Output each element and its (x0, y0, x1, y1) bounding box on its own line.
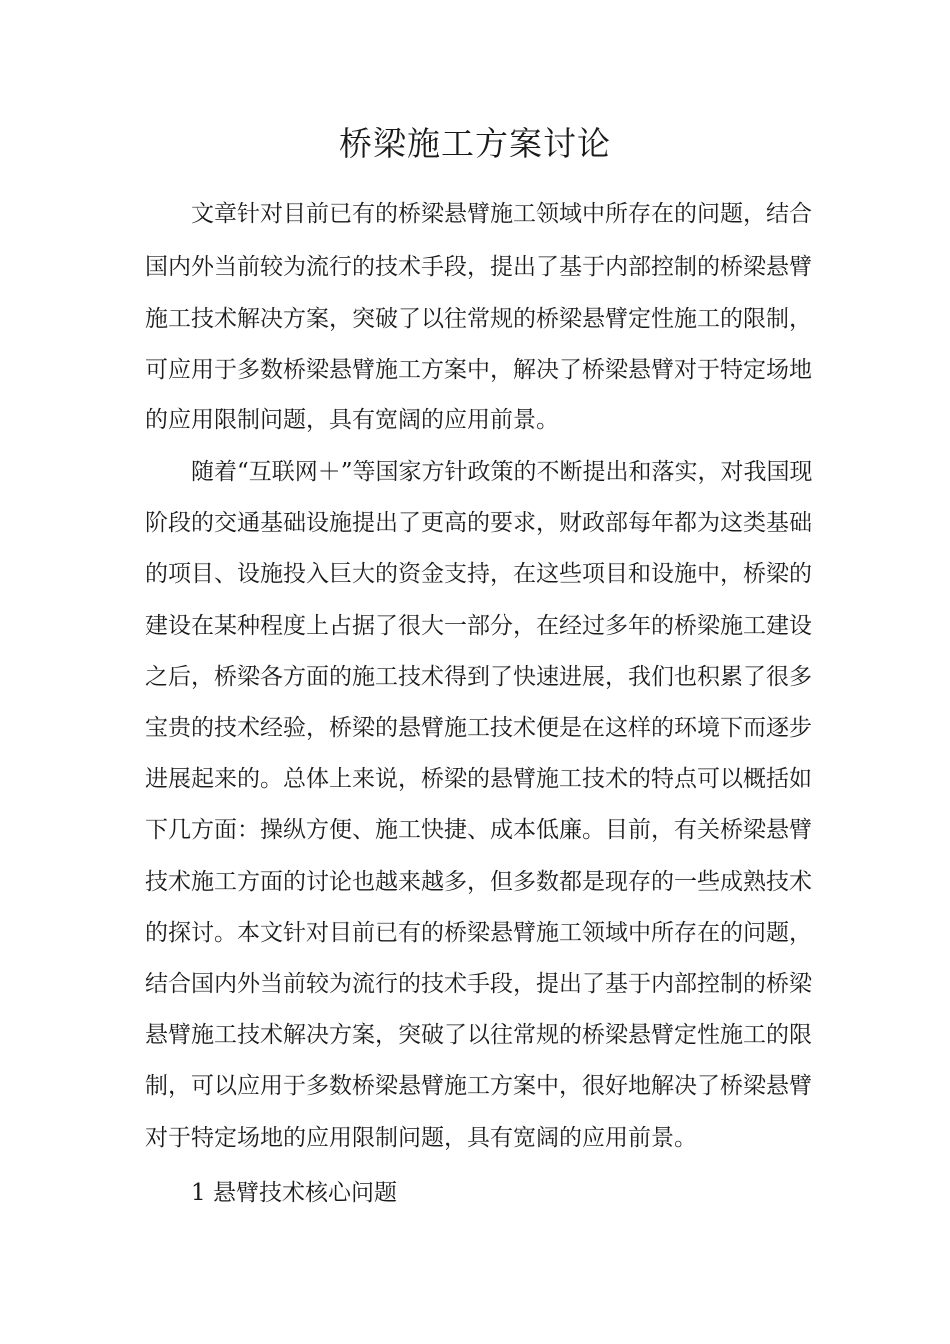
paragraph-1-line: 的应用限制问题，具有宽阔的应用前景。 (145, 407, 559, 433)
paragraph-2-line: 之后，桥梁各方面的施工技术得到了快速进展，我们也积累了很多 (145, 664, 812, 690)
paragraph-1-line: 文章针对目前已有的桥梁悬臂施工领域中所存在的问题，结合 (191, 201, 812, 227)
section-heading: 1 悬臂技术核心问题 (191, 1180, 397, 1206)
paragraph-2-line: 技术施工方面的讨论也越来越多，但多数都是现存的一些成熟技术 (145, 869, 812, 895)
paragraph-2-line: 随着“互联网＋”等国家方针政策的不断提出和落实，对我国现 (191, 459, 813, 485)
paragraph-2-line: 的探讨。本文针对目前已有的桥梁悬臂施工领域中所存在的问题， (145, 920, 812, 946)
paragraph-1-line: 可应用于多数桥梁悬臂施工方案中，解决了桥梁悬臂对于特定场地 (145, 357, 812, 383)
paragraph-2-line: 悬臂施工技术解决方案，突破了以往常规的桥梁悬臂定性施工的限 (145, 1022, 812, 1048)
paragraph-2-line: 结合国内外当前较为流行的技术手段，提出了基于内部控制的桥梁 (145, 971, 812, 997)
paragraph-2-line: 对于特定场地的应用限制问题，具有宽阔的应用前景。 (145, 1125, 697, 1151)
paragraph-2-line: 阶段的交通基础设施提出了更高的要求，财政部每年都为这类基础 (145, 510, 812, 536)
paragraph-2-line: 制，可以应用于多数桥梁悬臂施工方案中，很好地解决了桥梁悬臂 (145, 1073, 812, 1099)
paragraph-1-line: 施工技术解决方案，突破了以往常规的桥梁悬臂定性施工的限制， (145, 306, 812, 332)
paragraph-2-line: 进展起来的。总体上来说，桥梁的悬臂施工技术的特点可以概括如 (145, 766, 812, 792)
document-title: 桥梁施工方案讨论 (339, 124, 611, 163)
paragraph-2-line: 宝贵的技术经验，桥梁的悬臂施工技术便是在这样的环境下而逐步 (145, 715, 812, 741)
paragraph-2-line: 下几方面：操纵方便、施工快捷、成本低廉。目前，有关桥梁悬臂 (145, 817, 812, 843)
paragraph-2-line: 的项目、设施投入巨大的资金支持，在这些项目和设施中，桥梁的 (145, 561, 812, 587)
paragraph-1-line: 国内外当前较为流行的技术手段，提出了基于内部控制的桥梁悬臂 (145, 254, 812, 280)
paragraph-2-line: 建设在某种程度上占据了很大一部分，在经过多年的桥梁施工建设 (145, 613, 812, 639)
